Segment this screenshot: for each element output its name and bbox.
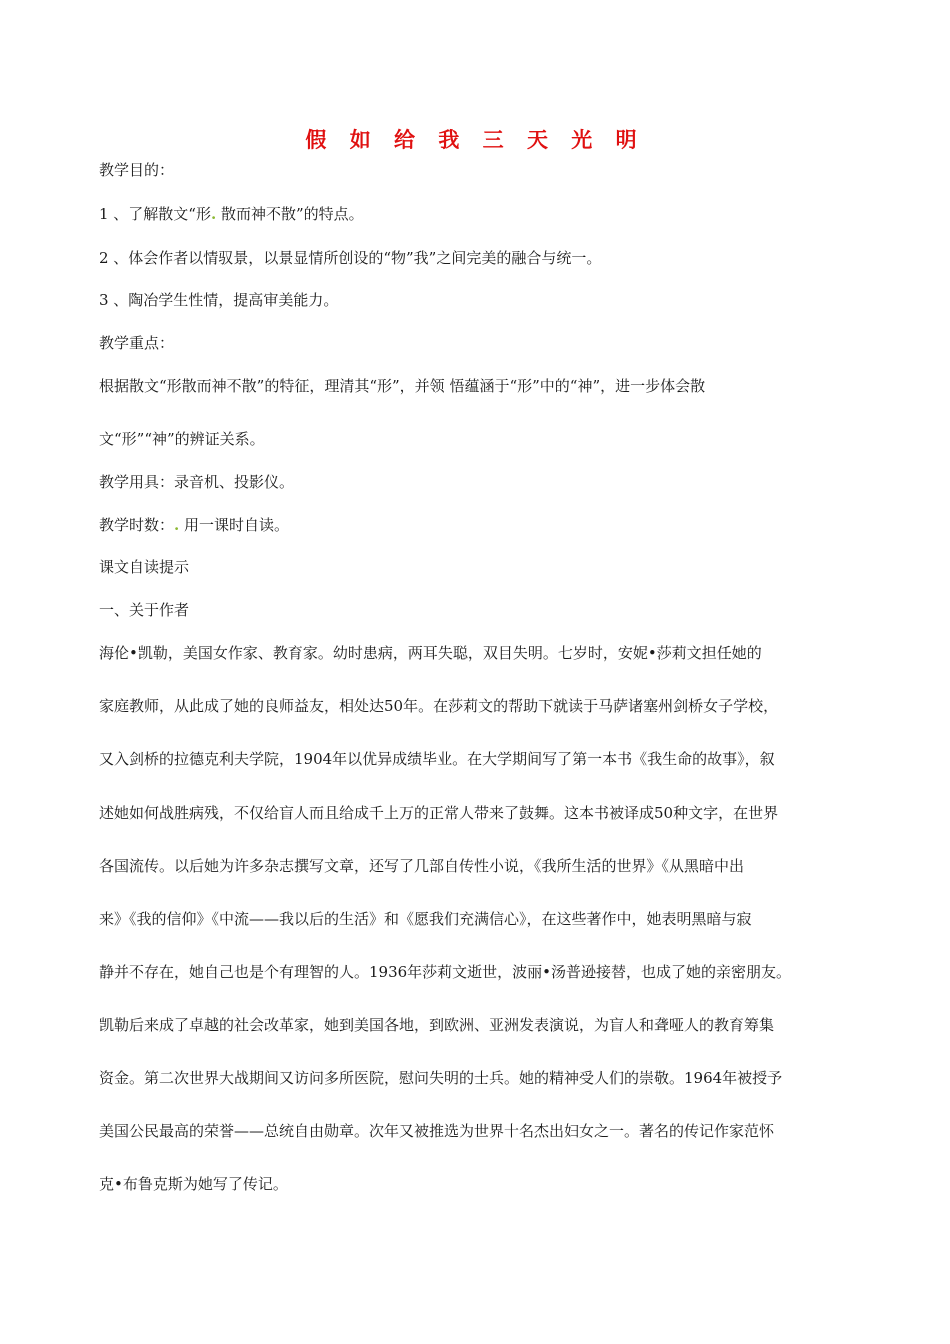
objectives-heading: 教学目的： — [99, 161, 175, 179]
teaching-hours-dot: . — [174, 516, 180, 534]
author-paragraph-line: 述她如何战胜病残，不仅给盲人而且给成千上万的正常人带来了鼓舞。这本书被译成50种文字，在世界 — [99, 804, 779, 822]
objective-item-3: 3 、陶冶学生性情，提高审美能力。 — [99, 291, 339, 309]
focus-text-line-1: 根据散文“形散而神不散”的特征，理清其“形”，并领 悟蕴涵于“形”中的“神”，进一步体会散 — [99, 377, 706, 395]
author-paragraph-line: 克•布鲁克斯为她写了传记。 — [99, 1175, 288, 1193]
author-paragraph-line: 静并不存在，她自己也是个有理智的人。1936年莎莉文逝世，波丽•汤普逊接替，也成了她的亲密朋友。 — [99, 963, 792, 981]
objective-1-dot: . — [210, 205, 217, 223]
focus-text-line-2: 文“形”“神”的辨证关系。 — [99, 430, 265, 448]
author-paragraph-line: 海伦•凯勒，美国女作家、教育家。幼时患病，两耳失聪，双目失明。七岁时，安妮•莎莉文担任她的 — [99, 644, 762, 662]
author-paragraph-line: 又入剑桥的拉德克利夫学院，1904年以优异成绩毕业。在大学期间写了第一本书《我生命的故事》，叙 — [99, 750, 775, 768]
objective-1-text-b: 散而神不散”的特点。 — [216, 205, 364, 223]
section-heading-author: 一、关于作者 — [99, 601, 190, 619]
author-paragraph-line: 各国流传。以后她为许多杂志撰写文章，还写了几部自传性小说，《我所生活的世界》《从黑暗中出 — [99, 857, 745, 875]
teaching-tools: 教学用具：录音机、投影仪。 — [99, 473, 295, 491]
hints-heading: 课文自读提示 — [99, 558, 190, 576]
author-paragraph-line: 资金。第二次世界大战期间又访问多所医院，慰问失明的士兵。她的精神受人们的崇敬。1964年被授予 — [99, 1069, 783, 1087]
author-paragraph-line: 来》《我的信仰》《中流——我以后的生活》和《愿我们充满信心》，在这些著作中，她表明黑暗与寂 — [99, 910, 752, 928]
objective-1-text-a: 1 、了解散文“形 — [99, 205, 211, 223]
focus-heading: 教学重点： — [99, 334, 175, 352]
document-title: 假 如 给 我 三 天 光 明 — [305, 128, 645, 152]
objective-item-2: 2 、体会作者以情驭景，以景显情所创设的“物”我”之间完美的融合与统一。 — [99, 249, 602, 267]
author-paragraph-line: 家庭教师，从此成了她的良师益友，相处达50年。在莎莉文的帮助下就读于马萨诸塞州剑桥女子学校， — [99, 697, 779, 715]
author-paragraph-line: 凯勒后来成了卓越的社会改革家，她到美国各地，到欧洲、亚洲发表演说，为盲人和聋哑人的教育筹集 — [99, 1016, 775, 1034]
teaching-hours-value: 用一课时自读。 — [179, 516, 290, 534]
teaching-hours-label: 教学时数： — [99, 516, 175, 534]
teaching-hours — [99, 515, 289, 535]
objective-item-1 — [99, 204, 364, 224]
author-paragraph-line: 美国公民最高的荣誉——总统自由勋章。次年又被推选为世界十名杰出妇女之一。著名的传记作家范怀 — [99, 1122, 775, 1140]
